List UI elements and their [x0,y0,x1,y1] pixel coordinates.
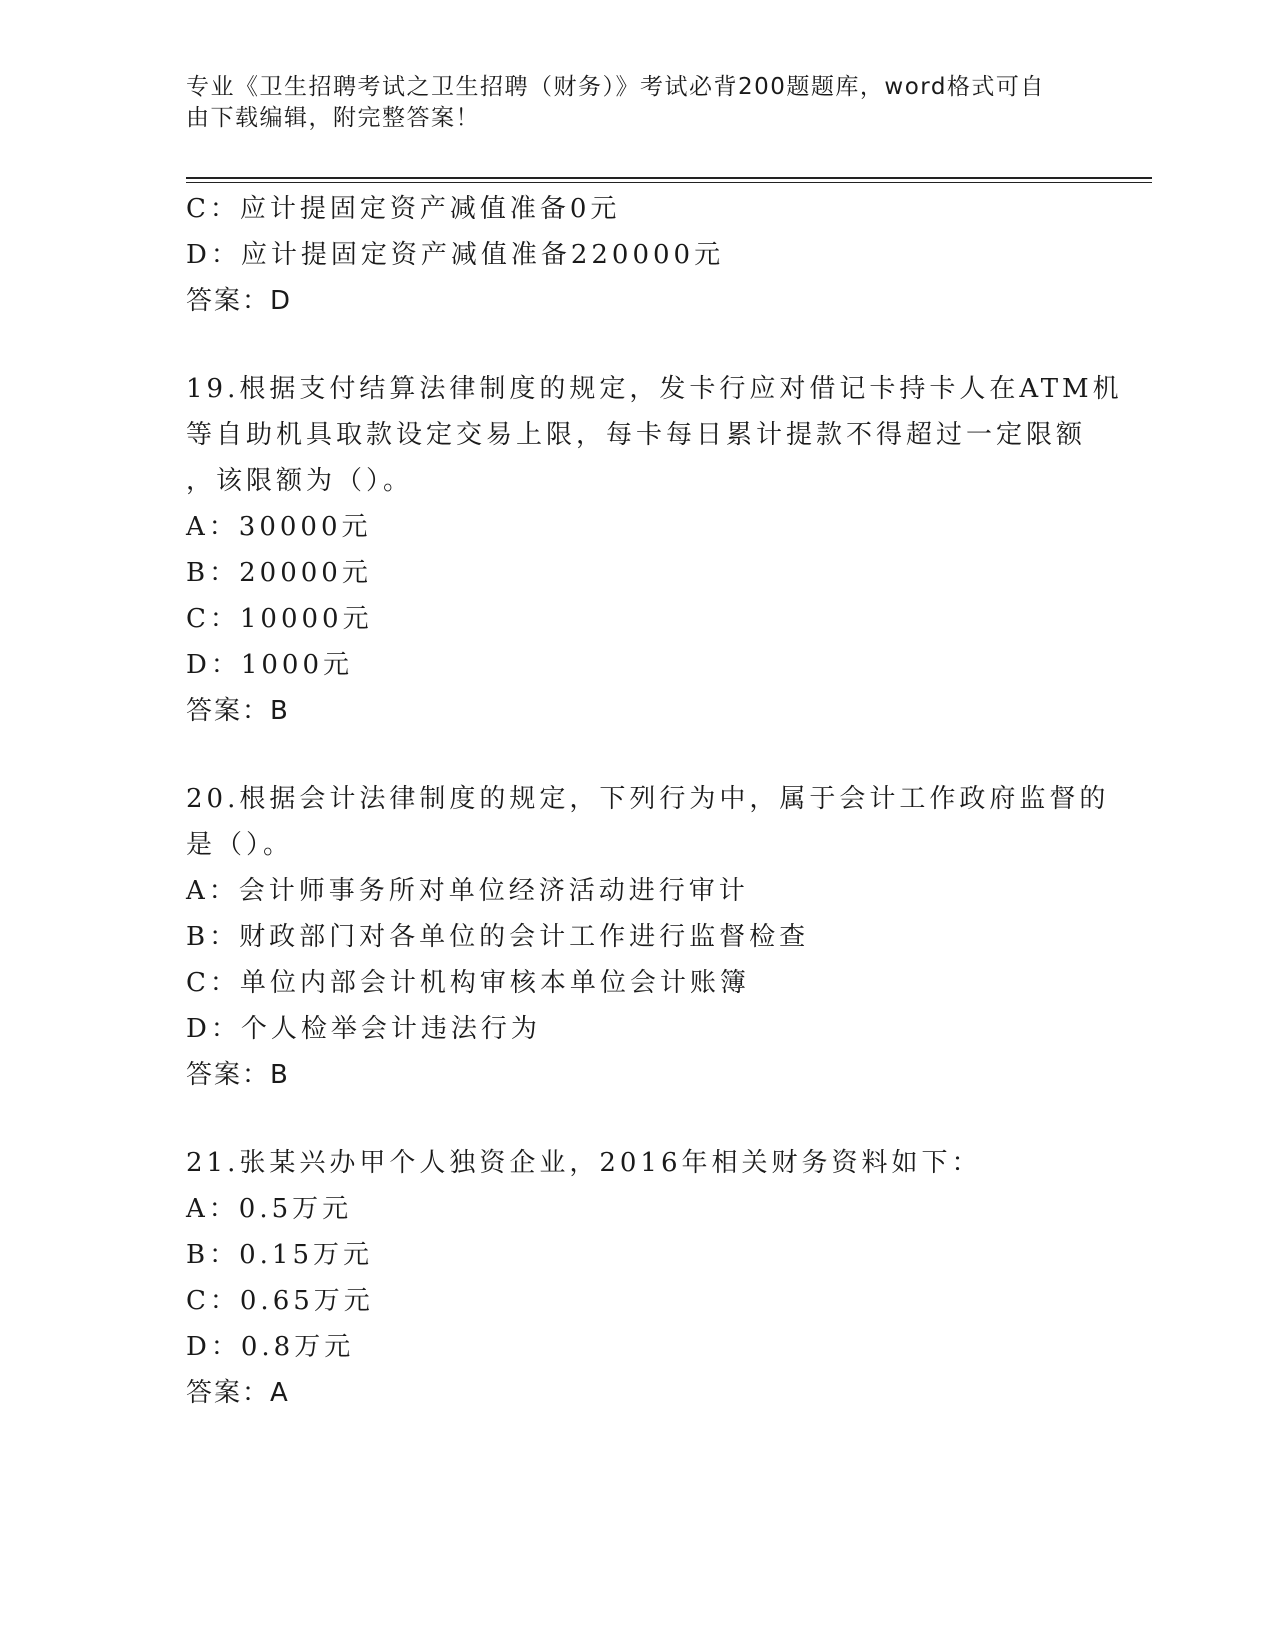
question-stem-line: 等自助机具取款设定交易上限，每卡每日累计提款不得超过一定限额 [186,420,1087,450]
question-content [186,186,1123,1416]
spacer [186,324,1086,366]
header-divider-thin [186,182,1152,183]
question-stem-line: 20.根据会计法律制度的规定，下列行为中，属于会计工作政府监督的 [186,784,1110,814]
spacer [186,1098,1086,1140]
option-a: A：会计师事务所对单位经济活动进行审计 [186,876,749,906]
answer-line: 答案：A [186,1378,290,1408]
question-19 [186,366,1123,734]
question-20 [186,776,1110,1098]
document-header [186,72,1066,134]
header-line-1: 专业《卫生招聘考试之卫生招聘（财务）》考试必背200题题库，word格式可自 [186,74,1045,100]
header-divider-thick [186,177,1152,179]
question-stem-line: ，该限额为（）。 [186,466,414,496]
option-b: B：20000元 [186,558,372,588]
answer-line: 答案：D [186,286,293,316]
header-line-2: 由下载编辑，附完整答案！ [186,105,480,131]
option-d: D：1000元 [186,650,354,680]
option-d: D：0.8万元 [186,1332,355,1362]
option-c: C：单位内部会计机构审核本单位会计账簿 [186,968,750,998]
previous-question-tail [186,186,1086,324]
option-d: D：应计提固定资产减值准备220000元 [186,240,725,270]
question-stem-line: 19.根据支付结算法律制度的规定，发卡行应对借记卡持卡人在ATM机 [186,374,1123,404]
question-stem-line: 21.张某兴办甲个人独资企业，2016年相关财务资料如下： [186,1148,982,1178]
option-a: A：0.5万元 [186,1194,353,1224]
option-c: C：10000元 [186,604,373,634]
question-stem-line: 是（）。 [186,830,294,860]
question-21 [186,1140,1086,1416]
answer-line: 答案：B [186,1060,290,1090]
answer-line: 答案：B [186,696,290,726]
option-c: C：0.65万元 [186,1286,374,1316]
option-d: D：个人检举会计违法行为 [186,1014,541,1044]
option-c: C：应计提固定资产减值准备0元 [186,194,621,224]
spacer [186,734,1086,776]
option-b: B：0.15万元 [186,1240,373,1270]
option-a: A：30000元 [186,512,372,542]
option-b: B：财政部门对各单位的会计工作进行监督检查 [186,922,810,952]
